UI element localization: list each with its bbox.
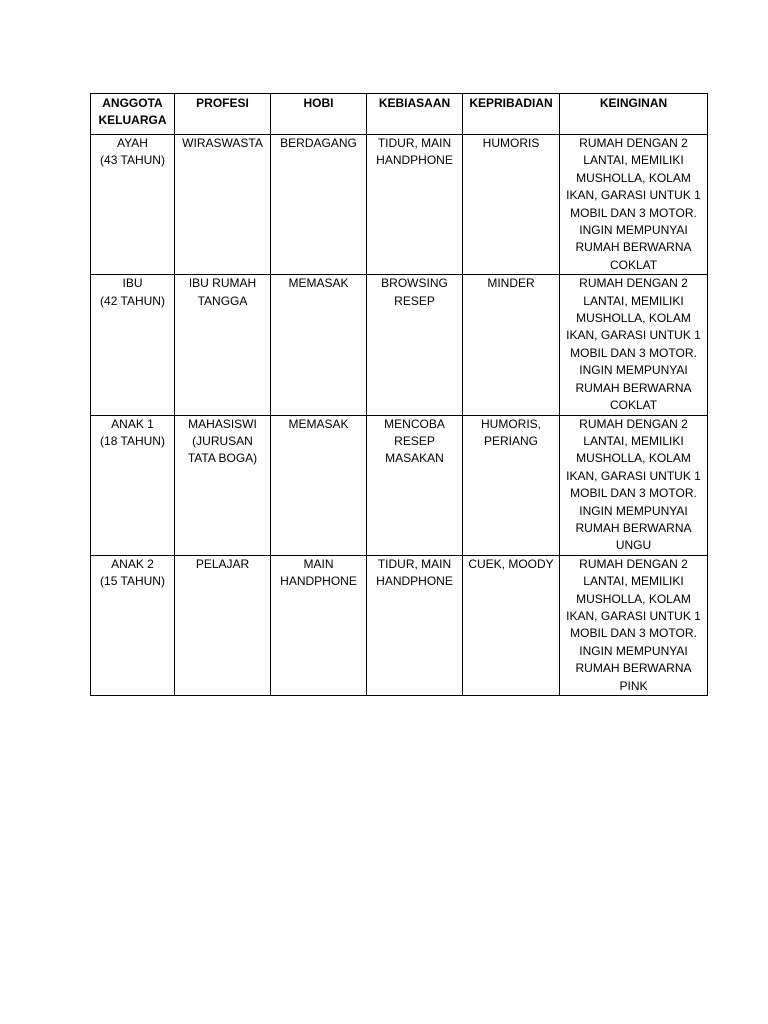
- cell-keinginan: RUMAH DENGAN 2 LANTAI, MEMILIKI MUSHOLLA, KOLAM IKAN, GARASI UNTUK 1 MOBIL DAN 3 MOTOR. INGIN MEMPUNYAI RUMAH BERWARNA COKLAT: [560, 275, 708, 415]
- cell-kepribadian: CUEK, MOODY: [463, 555, 560, 695]
- cell-kebiasaan: TIDUR, MAIN HANDPHONE: [367, 135, 463, 275]
- cell-anggota: IBU (42 TAHUN): [91, 275, 175, 415]
- cell-profesi: WIRASWASTA: [175, 135, 271, 275]
- cell-kebiasaan: BROWSING RESEP: [367, 275, 463, 415]
- cell-kebiasaan: MENCOBA RESEP MASAKAN: [367, 415, 463, 555]
- cell-profesi: MAHASISWI (JURUSAN TATA BOGA): [175, 415, 271, 555]
- family-table: [90, 93, 708, 696]
- cell-profesi: IBU RUMAH TANGGA: [175, 275, 271, 415]
- header-kepribadian: KEPRIBADIAN: [463, 94, 560, 135]
- cell-kepribadian: HUMORIS: [463, 135, 560, 275]
- header-kebiasaan: KEBIASAAN: [367, 94, 463, 135]
- header-profesi: PROFESI: [175, 94, 271, 135]
- header-keinginan: KEINGINAN: [560, 94, 708, 135]
- header-anggota-keluarga: ANGGOTA KELUARGA: [91, 94, 175, 135]
- header-hobi: HOBI: [271, 94, 367, 135]
- cell-keinginan: RUMAH DENGAN 2 LANTAI, MEMILIKI MUSHOLLA, KOLAM IKAN, GARASI UNTUK 1 MOBIL DAN 3 MOTOR. INGIN MEMPUNYAI RUMAH BERWARNA COKLAT: [560, 135, 708, 275]
- table-row: [91, 555, 708, 695]
- table-header-row: [91, 94, 708, 135]
- cell-anggota: ANAK 2 (15 TAHUN): [91, 555, 175, 695]
- table-row: [91, 415, 708, 555]
- table-row: [91, 135, 708, 275]
- cell-kepribadian: MINDER: [463, 275, 560, 415]
- cell-keinginan: RUMAH DENGAN 2 LANTAI, MEMILIKI MUSHOLLA, KOLAM IKAN, GARASI UNTUK 1 MOBIL DAN 3 MOTOR. INGIN MEMPUNYAI RUMAH BERWARNA PINK: [560, 555, 708, 695]
- cell-hobi: BERDAGANG: [271, 135, 367, 275]
- cell-kepribadian: HUMORIS, PERIANG: [463, 415, 560, 555]
- cell-hobi: MEMASAK: [271, 275, 367, 415]
- cell-anggota: AYAH (43 TAHUN): [91, 135, 175, 275]
- cell-hobi: MAIN HANDPHONE: [271, 555, 367, 695]
- cell-profesi: PELAJAR: [175, 555, 271, 695]
- table-row: [91, 275, 708, 415]
- cell-anggota: ANAK 1 (18 TAHUN): [91, 415, 175, 555]
- cell-hobi: MEMASAK: [271, 415, 367, 555]
- cell-kebiasaan: TIDUR, MAIN HANDPHONE: [367, 555, 463, 695]
- cell-keinginan: RUMAH DENGAN 2 LANTAI, MEMILIKI MUSHOLLA, KOLAM IKAN, GARASI UNTUK 1 MOBIL DAN 3 MOTOR. INGIN MEMPUNYAI RUMAH BERWARNA UNGU: [560, 415, 708, 555]
